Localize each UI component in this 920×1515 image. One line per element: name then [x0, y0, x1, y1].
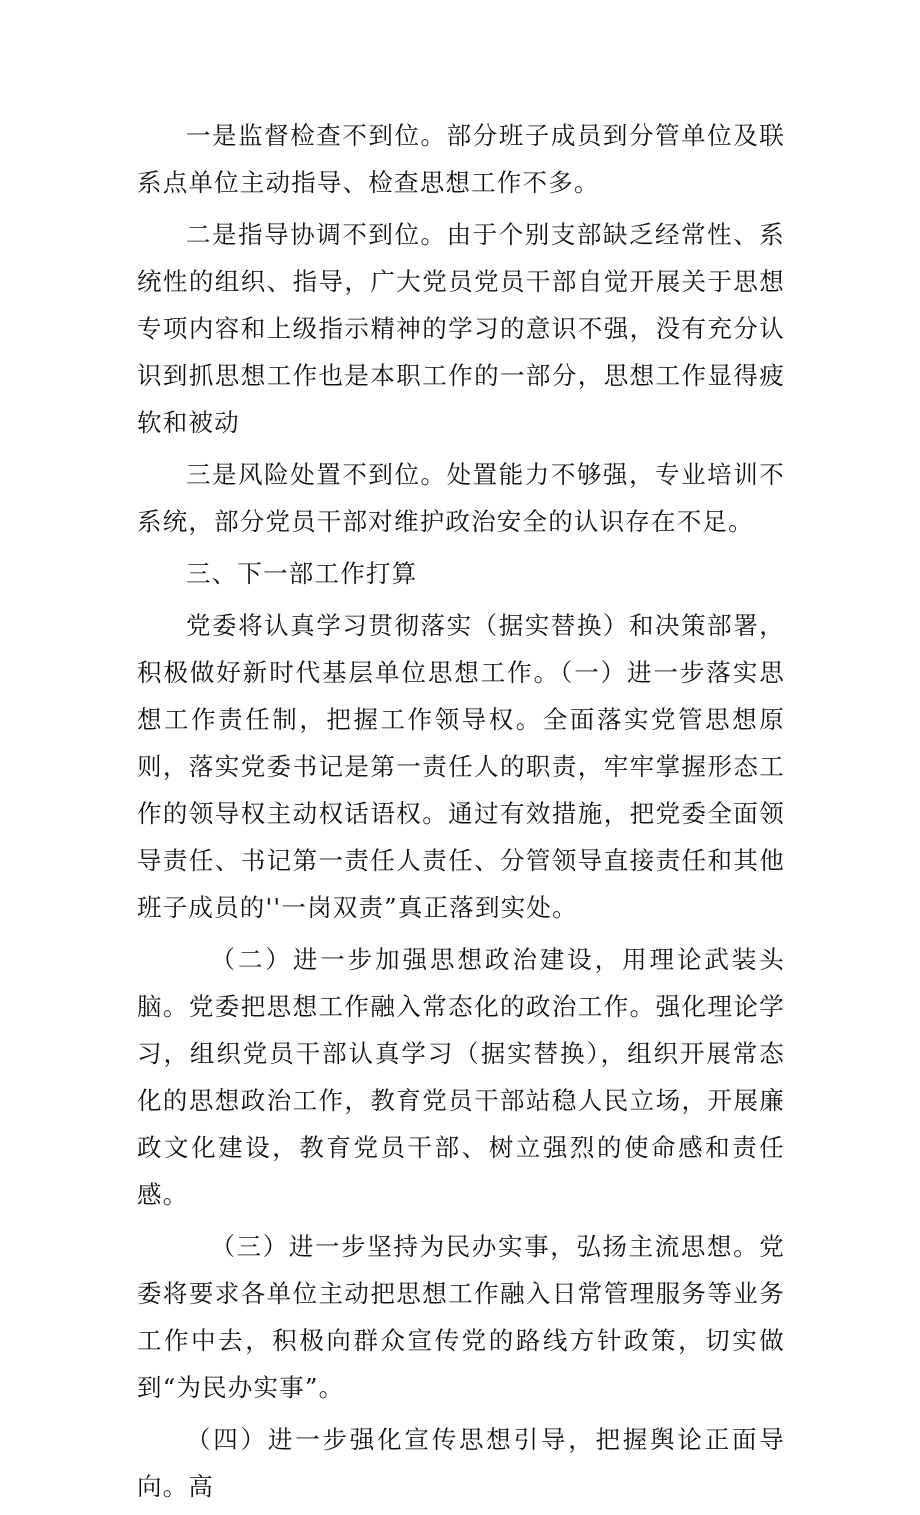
paragraph-risk: 三是风险处置不到位。处置能力不够强，专业培训不系统，部分党员干部对维护政治安全的认识存在不足。: [137, 460, 785, 536]
paragraph-supervision: 一是监督检查不到位。部分班子成员到分管单位及联系点单位主动指导、检查思想工作不多。: [137, 121, 785, 197]
document-body: [137, 112, 785, 1515]
section-heading-next-plan: 三、下一部工作打算: [186, 559, 418, 588]
paragraph-plan-4: （四）进一步强化宣传思想引导，把握舆论正面导向。高: [137, 1425, 785, 1501]
paragraph-plan-3: （三）进一步坚持为民办实事，弘扬主流思想。党委将要求各单位主动把思想工作融入日常管理服务等业务工作中去，积极向群众宣传党的路线方针政策，切实做到“为民办实事”。: [137, 1232, 785, 1402]
paragraph-coordination: 二是指导协调不到位。由于个别支部缺乏经常性、系统性的组织、指导，广大党员党员干部自觉开展关于思想专项内容和上级指示精神的学习的意识不强，没有充分认识到抓思想工作也是本职工作的一部分，思想工作显得疲软和被动: [137, 220, 785, 437]
paragraph-plan-2: （二）进一步加强思想政治建设，用理论武装头脑。党委把思想工作融入常态化的政治工作。强化理论学习，组织党员干部认真学习（据实替换），组织开展常态化的思想政治工作，教育党员干部站稳人民立场，开展廉政文化建设，教育党员干部、树立强烈的使命感和责任感。: [137, 945, 785, 1209]
paragraph-plan-intro: 党委将认真学习贯彻落实（据实替换）和决策部署，积极做好新时代基层单位思想工作。（一）进一步落实思想工作责任制，把握工作领导权。全面落实党管思想原则，落实党委书记是第一责任人的职责，牢牢掌握形态工作的领导权主动权话语权。通过有效措施，把党委全面领导责任、书记第一责任人责任、分管领导直接责任和其他班子成员的''一岗双责”真正落到实处。: [137, 611, 785, 922]
